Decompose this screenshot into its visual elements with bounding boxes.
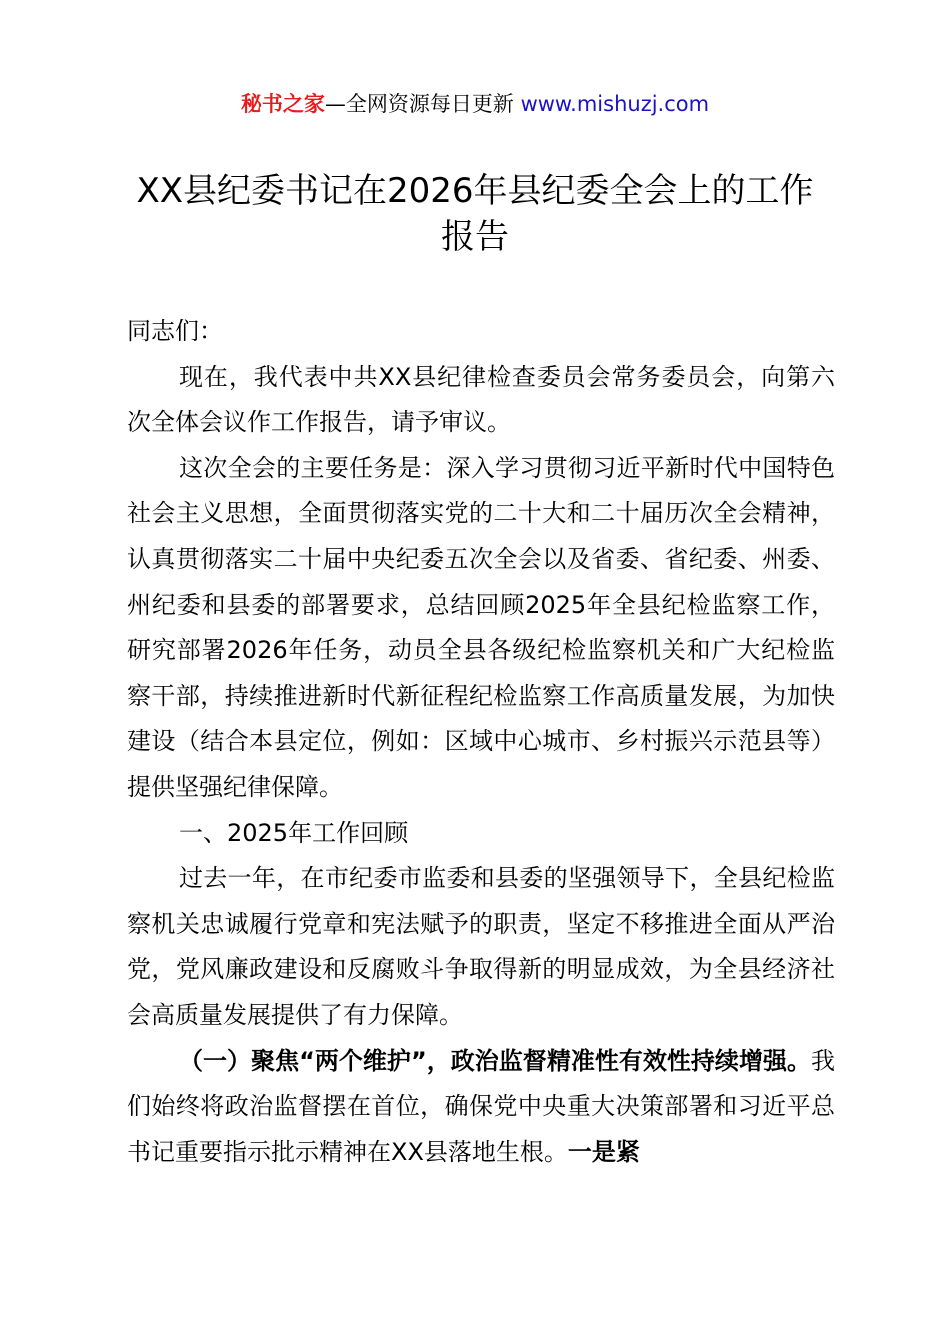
document-title: XX县纪委书记在2026年县纪委全会上的工作报告 bbox=[136, 171, 814, 257]
header-slogan: —全网资源每日更新 bbox=[324, 92, 521, 116]
section-heading: 一、2025年工作回顾 bbox=[179, 818, 409, 847]
subsection-paragraph bbox=[127, 1039, 835, 1176]
paragraph-review: 过去一年，在市纪委市监委和县委的坚强领导下，全县纪检监察机关忠诚履行党章和宪法赋予的职责，坚定不移推进全面从严治党，党风廉政建设和反腐败斗争取得新的明显成效，为全县经济社会高质量发展提供了有力保障。 bbox=[127, 864, 835, 1029]
document-body bbox=[127, 309, 835, 1175]
site-url-link[interactable]: www.mishuzj.com bbox=[520, 92, 710, 116]
paragraph-tasks: 这次全会的主要任务是：深入学习贯彻习近平新时代中国特色社会主义思想，全面贯彻落实党的二十大和二十届历次全会精神，认真贯彻落实二十届中央纪委五次全会以及省委、省纪委、州委、州纪委和县委的部署要求，总结回顾2025年全县纪检监察工作，研究部署2026年任务，动员全县各级纪检监察机关和广大纪检监察干部，持续推进新时代新征程纪检监察工作高质量发展，为加快建设（结合本县定位，例如：区域中心城市、乡村振兴示范县等）提供坚强纪律保障。 bbox=[127, 453, 835, 801]
subsection-point-one: 一是紧 bbox=[567, 1137, 640, 1166]
subsection-text: 我们始终将政治监督摆在首位，确保党中央重大决策部署和习近平总书记重要指示批示精神在XX县落地生根。 bbox=[127, 1046, 835, 1166]
site-header bbox=[0, 88, 950, 120]
salutation: 同志们： bbox=[127, 317, 223, 345]
brand-name: 秘书之家 bbox=[240, 92, 325, 116]
paragraph-intro: 现在，我代表中共XX县纪律检查委员会常务委员会，向第六次全体会议作工作报告，请予审议。 bbox=[127, 362, 835, 437]
subsection-heading: （一）聚焦“两个维护”，政治监督精准性有效性持续增强。 bbox=[179, 1046, 811, 1075]
